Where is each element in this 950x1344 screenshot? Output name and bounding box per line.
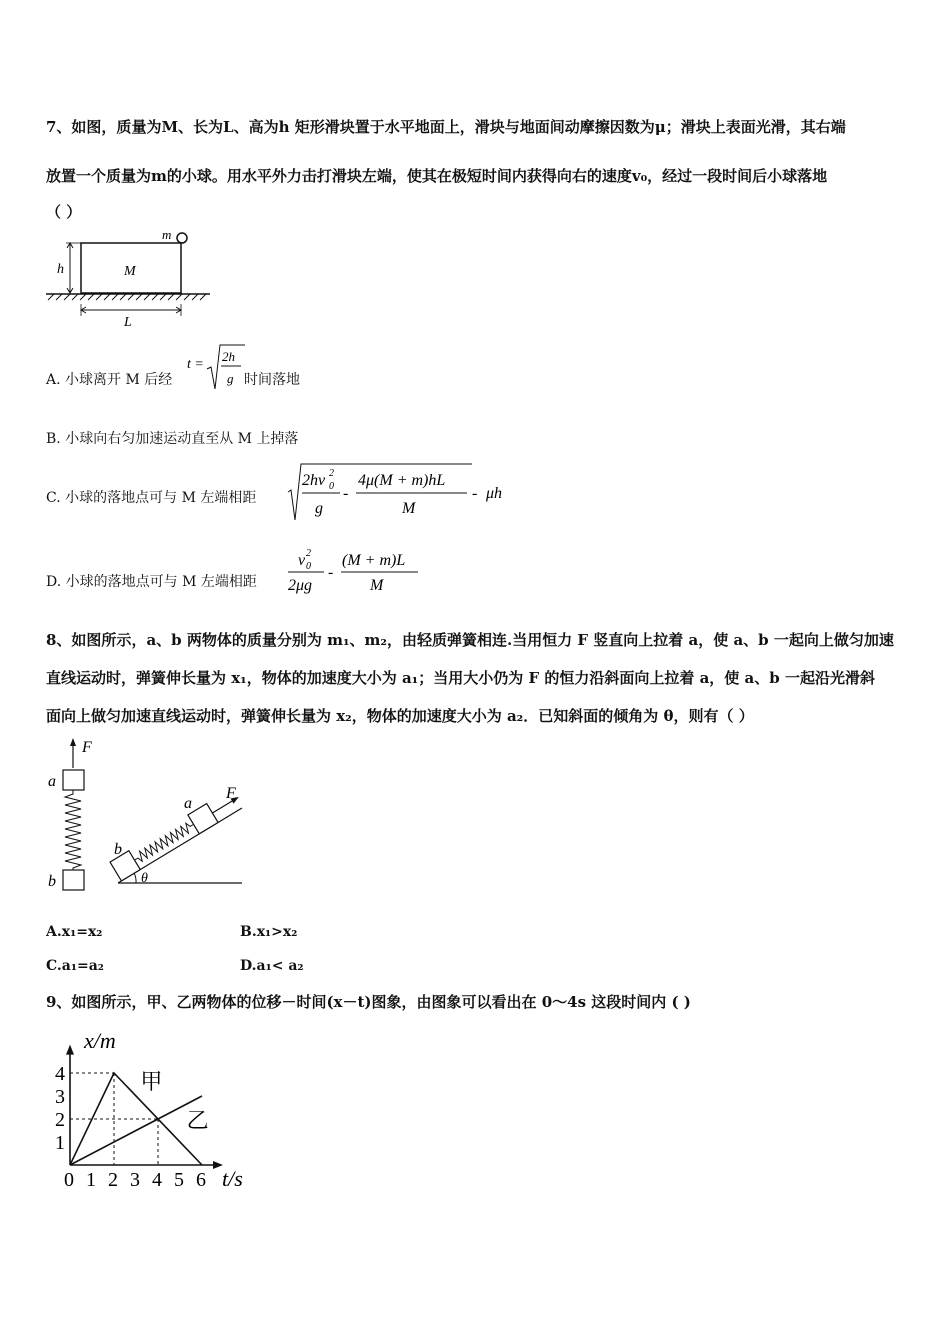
q8-fig-F-vertical: F <box>82 739 92 756</box>
svg-text:4μ(M + m)hL: 4μ(M + m)hL <box>358 472 446 489</box>
svg-text:2μg: 2μg <box>288 577 313 594</box>
q8-fig-b-vertical: b <box>48 873 56 890</box>
q8-figure <box>44 734 254 894</box>
q8-fig-a-incline: a <box>184 795 192 812</box>
svg-text:M: M <box>370 577 384 594</box>
q7-line3: （ ） <box>46 203 82 221</box>
x-tick-label: 0 <box>64 1169 74 1191</box>
svg-text:2h: 2h <box>222 349 235 364</box>
q7-option-d-prefix: D. 小球的落地点可与 M 左端相距 <box>46 574 257 590</box>
x-tick-label: 3 <box>130 1169 140 1191</box>
svg-text:0: 0 <box>329 481 334 492</box>
q8-line3: 面向上做匀加速直线运动时，弹簧伸长量为 x₂，物体的加速度大小为 a₂．已知斜面的倾角为 θ，则有（ ） <box>46 707 754 725</box>
q7-option-a-suffix: 时间落地 <box>244 372 300 388</box>
svg-text:-: - <box>343 485 349 502</box>
x-tick-label: 2 <box>108 1169 118 1191</box>
y-axis-arrow <box>66 1045 74 1055</box>
x-tick-label: 4 <box>152 1169 162 1191</box>
q7-line2: 放置一个质量为m的小球。用水平外力击打滑块左端，使其在极短时间内获得向右的速度v₀，经过一段时间后小球落地 <box>46 167 828 185</box>
q7-option-b: B. 小球向右匀加速运动直至从 M 上掉落 <box>46 431 299 447</box>
svg-text:μh: μh <box>486 485 503 502</box>
svg-text:-: - <box>328 564 334 581</box>
series-line-yi <box>70 1096 202 1165</box>
chart-ylabel: x/m <box>84 1028 116 1053</box>
series-label-yi: 乙 <box>186 1108 209 1134</box>
q7-fig-M: M <box>124 264 136 279</box>
svg-text:v: v <box>298 552 306 569</box>
svg-text:t =: t = <box>187 357 204 372</box>
q8-option-a: A.x₁=x₂ <box>46 924 103 940</box>
q8-line1: 8、如图所示，a、b 两物体的质量分别为 m₁、m₂，由轻质弹簧相连.当用恒力 F 竖直向上拉着 a，使 a、b 一起向上做匀加速 <box>46 631 894 649</box>
q8-fig-a-vertical: a <box>48 773 56 790</box>
q7-option-a-formula <box>185 343 245 393</box>
q8-fig-F-incline: F <box>226 785 236 802</box>
svg-text:(M + m)L: (M + m)L <box>342 552 406 569</box>
svg-text:2: 2 <box>306 548 311 559</box>
y-tick-label: 3 <box>55 1086 65 1108</box>
svg-text:0: 0 <box>306 561 311 572</box>
q8-fig-b-incline: b <box>114 841 122 858</box>
x-tick-label: 6 <box>196 1169 206 1191</box>
chart-xlabel: t/s <box>222 1166 243 1191</box>
q8-fig-theta: θ <box>141 871 148 886</box>
q9-line1: 9、如图所示，甲、乙两物体的位移－时间(x－t)图象，由图象可以看出在 0～4s 这段时间内 ( ) <box>46 993 691 1011</box>
series-label-jia: 甲 <box>140 1069 163 1095</box>
q8-line2: 直线运动时，弹簧伸长量为 x₁，物体的加速度大小为 a₁；当用大小仍为 F 的恒力沿斜面向上拉着 a，使 a、b 一起沿光滑斜 <box>46 669 875 687</box>
svg-text:-: - <box>472 485 478 502</box>
x-tick-label: 1 <box>86 1169 96 1191</box>
svg-text:M: M <box>402 500 416 517</box>
x-tick-label: 5 <box>174 1169 184 1191</box>
svg-text:g: g <box>315 500 323 517</box>
q7-fig-h: h <box>57 262 64 277</box>
svg-text:2: 2 <box>329 468 334 479</box>
q7-option-a-prefix: A. 小球离开 M 后经 <box>46 372 173 388</box>
q7-option-d-formula <box>286 543 426 595</box>
q7-line1: 7、如图，质量为M、长为L、高为h 矩形滑块置于水平地面上，滑块与地面间动摩擦因数为μ；滑块上表面光滑，其右端 <box>46 118 846 136</box>
q7-option-c-prefix: C. 小球的落地点可与 M 左端相距 <box>46 490 257 506</box>
svg-text:2hv: 2hv <box>302 472 326 489</box>
q7-figure <box>44 228 214 328</box>
svg-text:g: g <box>227 371 234 386</box>
q7-fig-m: m <box>162 227 172 242</box>
q7-option-c-formula <box>286 462 516 524</box>
q9-xt-chart <box>40 1025 260 1195</box>
q8-option-c: C.a₁=a₂ <box>46 958 104 974</box>
q7-fig-L: L <box>124 315 132 330</box>
y-tick-label: 1 <box>55 1132 65 1154</box>
q8-option-d: D.a₁< a₂ <box>240 958 304 974</box>
y-tick-label: 2 <box>55 1109 65 1131</box>
q8-option-b: B.x₁>x₂ <box>240 924 298 940</box>
y-tick-label: 4 <box>55 1063 65 1085</box>
